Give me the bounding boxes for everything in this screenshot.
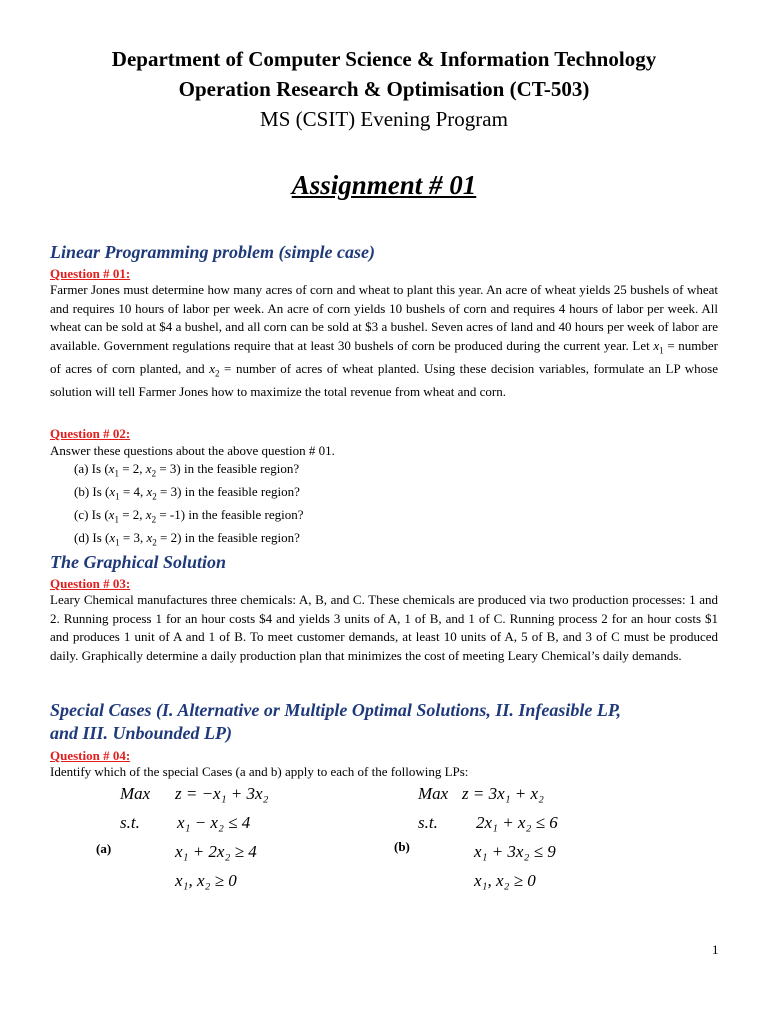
section-title-special-cases-1: Special Cases (I. Alternative or Multiple Optimal Solutions, II. Infeasible LP,	[50, 700, 622, 720]
program-heading: MS (CSIT) Evening Program	[260, 107, 508, 131]
question-2-item-c: (c) Is ($x_1 = 2$, $x_2 = -1$) in the feasible region?	[74, 507, 304, 525]
lp-a-st-keyword: s.t.	[120, 813, 140, 832]
section-title-special-cases-2: and III. Unbounded LP)	[50, 723, 233, 743]
lp-a-constraint-1: x₁ − x₂ ≤ 4	[177, 813, 251, 832]
department-heading: Department of Computer Science & Information Technology	[111, 47, 657, 71]
lp-b-st-keyword: s.t.	[418, 813, 438, 832]
lp-a-objective: z = −x₁ + 3x₂	[175, 784, 269, 803]
page-number: 1	[712, 942, 719, 957]
question-3-label: Question # 03:	[50, 576, 131, 591]
lp-b-objective-keyword: Max	[418, 784, 449, 803]
section-title-lp-simple: Linear Programming problem (simple case)	[50, 242, 375, 262]
question-1-label: Question # 01:	[50, 266, 131, 281]
question-2-item-d: (d) Is ($x_1 = 3$, $x_2 = 2$) in the feasible region?	[74, 530, 300, 548]
question-4-label: Question # 04:	[50, 748, 131, 763]
lp-a-constraint-2: x₁ + 2x₂ ≥ 4	[175, 842, 257, 861]
assignment-title: Assignment # 01	[291, 170, 477, 200]
lp-a-label: (a)	[96, 841, 112, 856]
lp-b-nonnegativity: x₁, x₂ ≥ 0	[474, 871, 536, 890]
question-2-item-a: (a) Is ($x_1 = 2$, $x_2 = 3$) in the feasible region?	[74, 461, 300, 479]
course-heading: Operation Research & Optimisation (CT-503)	[178, 77, 590, 101]
question-2-list	[74, 460, 303, 552]
lp-a-objective-keyword: Max	[120, 784, 151, 803]
question-4-text: Identify which of the special Cases (a and b) apply to each of the following LPs:	[50, 764, 469, 779]
question-2-text: Answer these questions about the above question # 01.	[50, 443, 335, 458]
question-3-text: Leary Chemical manufactures three chemicals: A, B, and C. These chemicals are produced via two production processes: 1 and 2. Running process 1 for an hour costs $4 and yields 3 units of A, 1 of B, and 1 of C. Running process 2 for an hour costs $1 and produces 1 unit of A and 1 of B. To meet customer demands, at least 10 units of A, 5 of B, and 3 of C must be produced daily. Graphically determine a daily production plan that minimizes the cost of meeting Leary Chemical’s daily demands.	[50, 592, 718, 663]
lp-b-constraint-2: x₁ + 3x₂ ≤ 9	[474, 842, 556, 861]
lp-b-objective: z = 3x₁ + x₂	[462, 784, 544, 803]
lp-b-constraint-1: 2x₁ + x₂ ≤ 6	[476, 813, 558, 832]
question-2-item-b: (b) Is ($x_1 = 4$, $x_2 = 3$) in the feasible region?	[74, 484, 300, 502]
lp-b-label: (b)	[394, 839, 410, 854]
lp-a-nonnegativity: x₁, x₂ ≥ 0	[175, 871, 237, 890]
question-2-label: Question # 02:	[50, 426, 131, 441]
question-1-text: Farmer Jones must determine how many acres of corn and wheat to plant this year. An acre of wheat yields 25 bushels of wheat and requires 10 hours of labor per week. An acre of corn yields 10 bushels of corn and requires 4 hours of labor per week. All wheat can be sold at $4 a bushel, and all corn can be sold at $3 a bushel. Seven acres of land and 40 hours per week of labor are available. Government regulations require that at least 30 bushels of corn be produced during the current year. Let $x_1$ = number of acres of corn planted, and $x_2$ = number of acres of wheat planted. Using these decision variables, formulate an LP whose solution will tell Farmer Jones how to maximize the total revenue from wheat and corn.	[50, 282, 718, 399]
section-title-graphical: The Graphical Solution	[50, 552, 227, 572]
